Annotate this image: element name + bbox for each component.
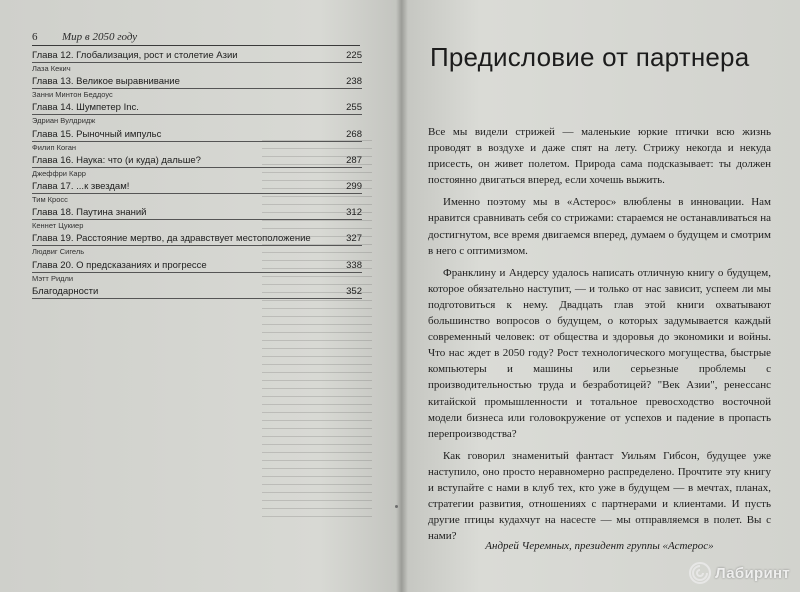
toc-chapter-title: Глава 12. Глобализация, рост и столетие Азии [32,50,238,61]
toc-page-number: 299 [346,180,362,192]
toc-page-number: 338 [346,259,362,271]
toc-page-number: 312 [346,207,362,219]
toc-rule [32,141,362,142]
toc-page-number: 255 [346,102,362,114]
toc-author: Джеффри Карр [32,168,86,178]
signature: Андрей Черемных, президент группы «Астерос» [485,540,714,552]
page-number: 6 [32,31,38,43]
toc-author: Занни Минтон Беддоус [32,90,113,100]
toc-entry [32,74,362,100]
preface-title: Предисловие от партнера [430,42,750,72]
toc-author: Лаза Кекич [32,64,71,73]
toc-chapter-title: Глава 13. Великое выравнивание [32,76,180,88]
toc-page-number: 268 [346,128,362,140]
toc-rule [32,88,362,89]
gutter-mark [395,505,398,508]
paragraph: Все мы видели стрижей — маленькие юркие птички всю жизнь проводят в воздухе и даже спят на лету. Стрижу некогда и некуда присесть, он живет полетом. Природа сама подсказывает: ты должен постоянно двигаться вперед, если хочешь выжить. [428,126,771,187]
paragraph: Франклину и Андерсу удалось написать отличную книгу о будущем, которое обязательно наступит, — и только от нас зависит, успеем ли мы подготовиться к нему. Двадцать глав этой книги охватывают большинство вопросов о будущем, о которых задумывается каждый современный человек: от общества и здоровья до экономики и войны. Что нас ждет в 2050 году? Рост технологического могущества, быстрые компьютеры и машины или серьезные проблемы с производительностью труда и безработицей? "Век Азии", ренессанс китайской промышленности и тотальное превосходство восточной модели бизнеса или головокружение от успехов и падение в пропасть перепроизводства? [428,266,771,440]
toc-chapter-title: Глава 19. Расстояние мертво, да здравствует местоположение [32,233,311,245]
toc-author: Мэтт Ридли [32,273,74,283]
toc-chapter-title: Глава 18. Паутина знаний [32,207,147,219]
watermark-text: Лабиринт [715,564,790,582]
toc-entry [32,284,362,310]
paragraph: Как говорил знаменитый фантаст Уильям Гибсон, будущее уже наступило, оно просто неравномерно распределено. Прочтите эту книгу и вступайте с нами в клуб тех, кто уже в будущем — в мечтах, планах, стратегии развития, отношениях с партнерами и клиентами. И пусть другие птицы кудахчут на насесте — мы отправляемся в полет. Вы с нами? [428,449,771,543]
toc-page-number: 238 [346,76,362,88]
toc-entry [32,205,362,231]
preface-body [428,124,771,544]
toc-author: Людвиг Сигель [32,247,85,257]
toc-chapter-title: Глава 20. О предсказаниях и прогрессе [32,259,207,271]
toc-page-number: 352 [346,285,362,297]
toc-entry [32,100,362,126]
running-head-rule [32,45,360,46]
labirint-logo-icon [688,561,712,585]
toc-rule [32,245,362,246]
toc-entry [32,127,362,153]
toc-chapter-title: Благодарности [32,285,99,297]
toc-rule [32,167,362,168]
toc-chapter-title: Глава 15. Рыночный импульс [32,128,162,140]
toc-author: Кеннет Цукиер [32,221,84,231]
paragraph: Именно поэтому мы в «Астерос» влюблены в инновации. Нам нравится сравнивать себя со стрижами: стараемся не останавливаться на достигнутом, все время двигаемся вперед, думаем о будущем и смотрим в него с оптимизмом. [428,196,771,257]
toc-rule [32,219,362,220]
toc-author: Тим Кросс [32,194,68,204]
toc-page-number: 287 [346,154,362,166]
toc-entry [32,258,362,284]
toc-chapter-title: Глава 14. Шумпетер Inc. [32,102,139,114]
toc-entry [32,153,362,179]
watermark [688,561,790,585]
toc-page-number: 327 [346,233,362,245]
toc-rule [32,62,362,63]
toc-author: Эдриан Вулдридж [32,116,96,126]
toc-author: Филип Коган [32,142,77,152]
toc-entry [32,231,362,257]
toc-chapter-title: Глава 16. Наука: что (и куда) дальше? [32,154,201,166]
toc-entry [32,179,362,205]
toc-chapter-title: Глава 17. ...к звездам! [32,180,130,192]
toc-entry [32,48,362,74]
toc-rule [32,114,362,115]
right-page [402,0,800,592]
toc-rule [32,193,362,194]
toc-page-number: 225 [346,50,362,61]
running-head [22,31,362,45]
toc-rule [32,298,362,299]
running-title: Мир в 2050 году [62,31,138,43]
toc-rule [32,272,362,273]
table-of-contents [32,48,362,310]
